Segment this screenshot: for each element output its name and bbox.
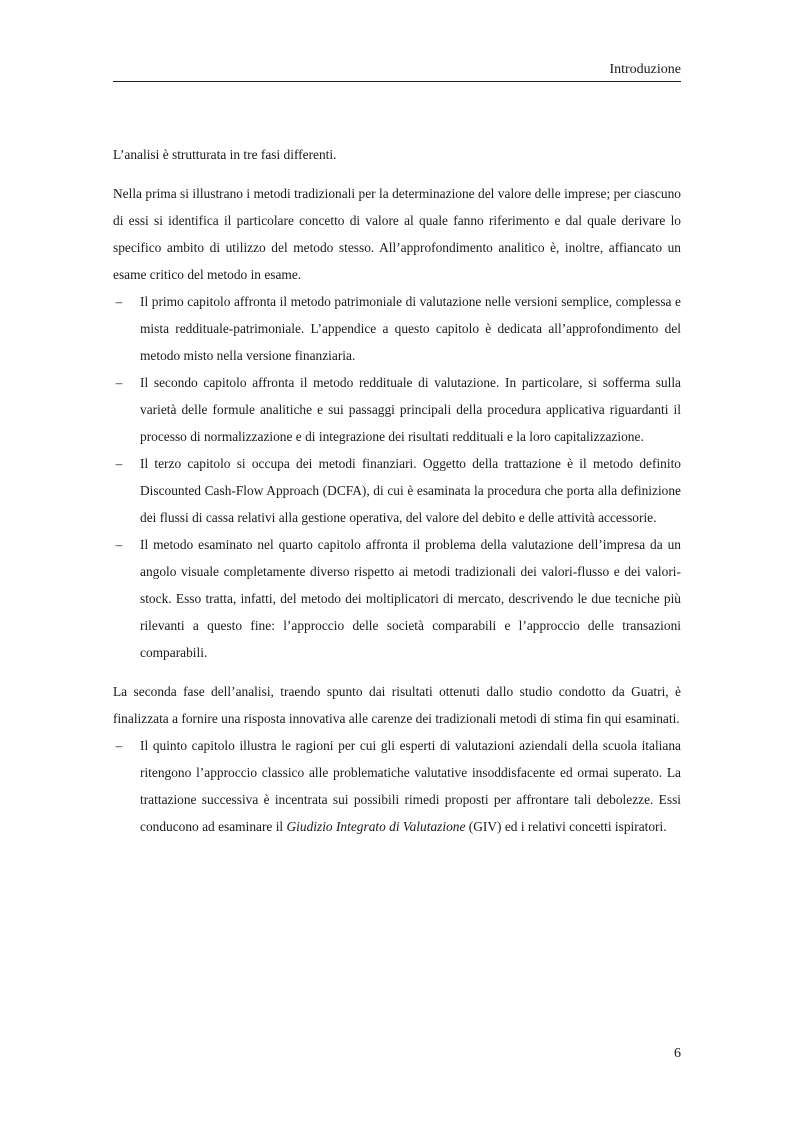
dash-bullet: – [115,456,123,471]
dash-bullet: – [115,537,123,552]
list-item-text-start: Il quinto capitolo illustra le ragioni per cui gli esperti di valutazioni aziendali della scuola italiana ritengono l’approccio classico alle problematiche valutative insoddisfacente ed ormai superato. La trattazione successiva è incentrata sui possibili rimedi proposti per affrontare tali debolezze. Essi conducono ad esaminare il [140,738,681,834]
chapter-list-second-phase [113,732,681,840]
paragraph-first-phase: Nella prima si illustrano i metodi tradizionali per la determinazione del valore delle imprese; per ciascuno di essi si identifica il particolare concetto di valore al quale fanno riferimento e dal quale derivare lo specifico ambito di utilizzo del metodo stesso. All’approfondimento analitico è, inoltre, affiancato un esame critico del metodo in esame. [113,186,681,282]
list-item [113,369,681,450]
page-number: 6 [674,1046,681,1061]
emphasized-term: Giudizio Integrato di Valutazione [286,819,466,834]
list-item-text: Il terzo capitolo si occupa dei metodi finanziari. Oggetto della trattazione è il metodo definito Discounted Cash-Flow Approach (DCFA), di cui è esaminata la procedura che porta alla definizione dei flussi di cassa relativi alla gestione operativa, del valore del debito e delle attività accessorie. [140,456,681,525]
dash-bullet: – [115,294,123,309]
list-item [113,732,681,840]
list-item [113,288,681,369]
paragraph-second-phase: La seconda fase dell’analisi, traendo spunto dai risultati ottenuti dallo studio condotto da Guatri, è finalizzata a fornire una risposta innovativa alle carenze dei tradizionali metodi di stima fin qui esaminati. [113,684,681,726]
list-item-text: Il primo capitolo affronta il metodo patrimoniale di valutazione nelle versioni semplice, complessa e mista reddituale-patrimoniale. L’appendice a questo capitolo è dedicata all’approfondimento del metodo misto nella versione finanziaria. [140,294,681,363]
running-header-title: Introduzione [609,62,681,77]
paragraph-intro: L’analisi è strutturata in tre fasi differenti. [113,147,337,162]
paragraph-spacer [113,168,681,180]
list-item-text [140,738,681,834]
paragraph-spacer [113,666,681,678]
list-item-text: Il metodo esaminato nel quarto capitolo affronta il problema della valutazione dell’impresa da un angolo visuale completamente diverso rispetto ai metodi tradizionali dei valori-flusso e dei valori-stock. Esso tratta, infatti, del metodo dei moltiplicatori di mercato, descrivendo le due tecniche più rilevanti a questo fine: l’approccio delle società comparabili e l’approccio delle transazioni comparabili. [140,537,681,660]
chapter-list-first-phase [113,288,681,666]
list-item [113,531,681,666]
header-divider [113,81,681,82]
dash-bullet: – [115,738,123,753]
list-item-text-end: (GIV) ed i relativi concetti ispiratori. [465,819,667,834]
dash-bullet: – [115,375,123,390]
list-item-text: Il secondo capitolo affronta il metodo reddituale di valutazione. In particolare, si sofferma sulla varietà delle formule analitiche e sui passaggi principali della procedura applicativa riguardanti il processo di normalizzazione e di integrazione dei risultati reddituali e la loro capitalizzazione. [140,375,681,444]
body-text [113,141,681,840]
list-item [113,450,681,531]
